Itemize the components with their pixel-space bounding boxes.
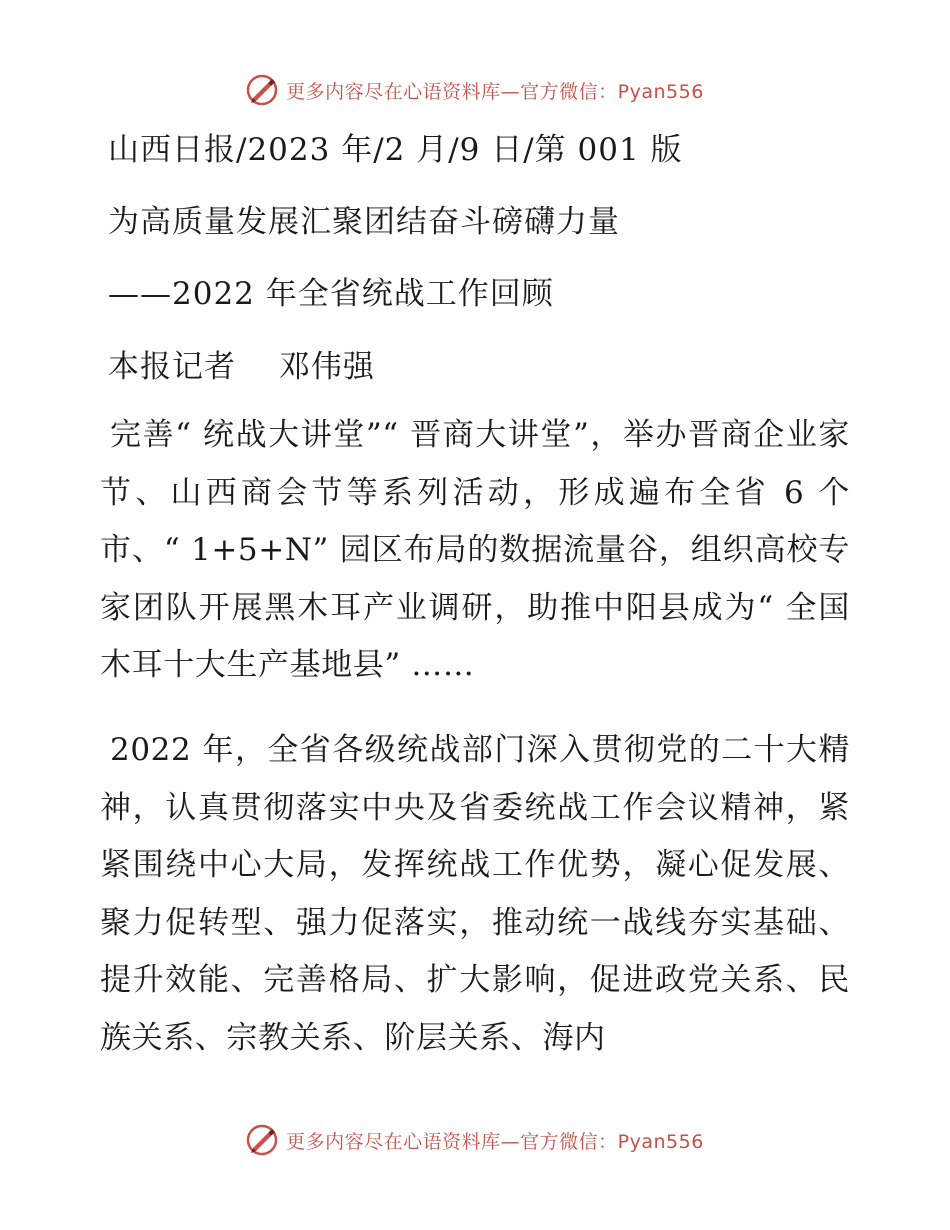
subheadline: ——2022 年全省统战工作回顾 — [108, 276, 554, 312]
byline: 本报记者 邓伟强 — [108, 349, 375, 385]
banner-text — [286, 77, 704, 104]
writing-logo-icon — [246, 1124, 278, 1156]
banner-caption: 更多内容尽在心语资料库—官方微信： — [286, 1130, 618, 1153]
footer-banner — [0, 1120, 950, 1160]
writing-logo-icon — [246, 74, 278, 106]
paragraph-1: 完善“ 统战大讲堂”“ 晋商大讲堂”，举办晋商企业家节、山西商会节等系列活动，形成遍布全省 6 个市、“ 1+5+N” 园区布局的数据流量谷，组织高校专家团队开展黑木耳产业调研，助推中阳县成为“ 全国木耳十大生产基地县” …… — [100, 417, 850, 683]
wechat-id: Pyan556 — [617, 1130, 704, 1153]
wechat-id: Pyan556 — [617, 80, 704, 103]
banner-caption: 更多内容尽在心语资料库—官方微信： — [286, 80, 618, 103]
banner-text — [286, 1127, 704, 1154]
headline: 为高质量发展汇聚团结奋斗磅礴力量 — [108, 204, 620, 240]
header-banner — [0, 70, 950, 110]
source-line: 山西日报/2023 年/2 月/9 日/第 001 版 — [108, 132, 683, 168]
paragraph-2: 2022 年，全省各级统战部门深入贯彻党的二十大精神，认真贯彻落实中央及省委统战工作会议精神，紧紧围绕中心大局，发挥统战工作优势，凝心促发展、聚力促转型、强力促落实，推动统一战线夯实基础、提升效能、完善格局、扩大影响，促进政党关系、民族关系、宗教关系、阶层关系、海内 — [100, 732, 850, 1056]
